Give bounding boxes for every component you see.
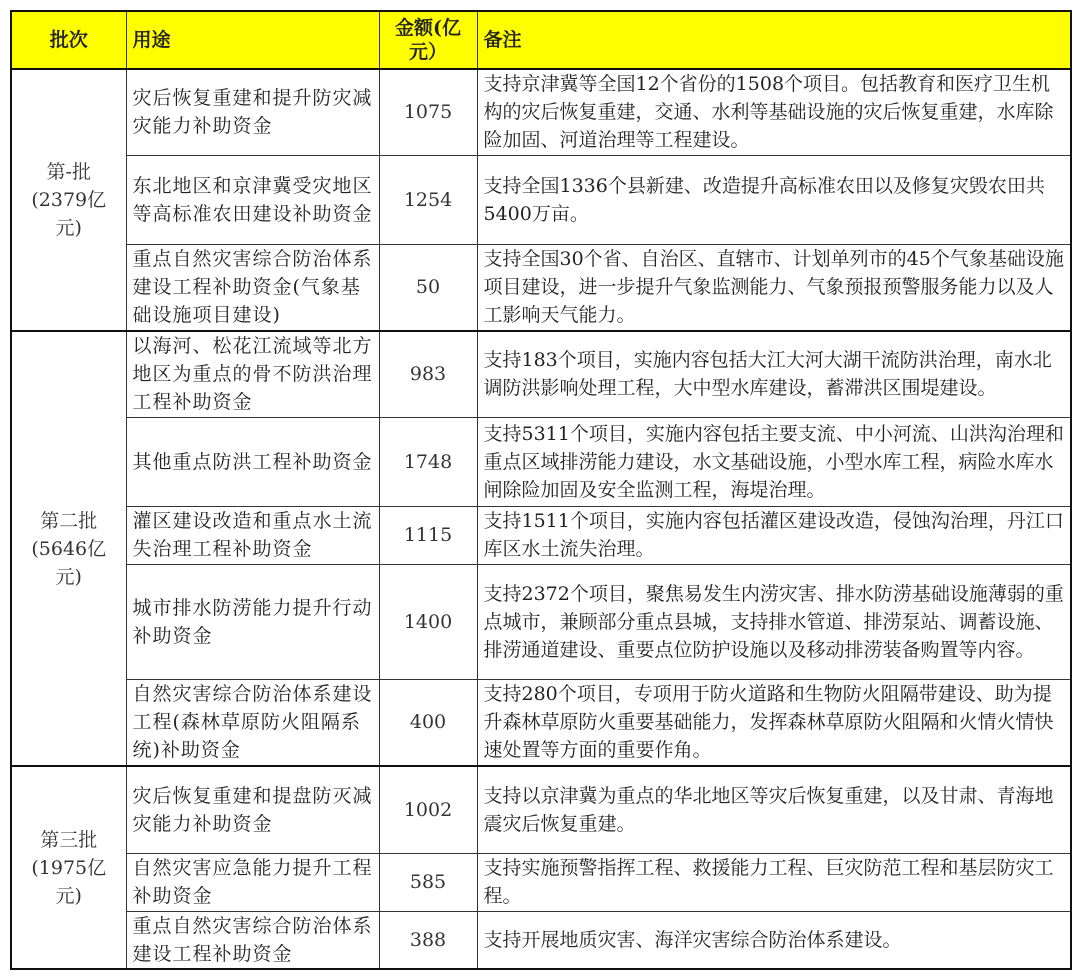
note-cell: 支持5311个项目，实施内容包括主要支流、中小河流、山洪沟治理和重点区域排涝能力建设，水文基础设施，小型水库工程，病险水库水闸除险加固及安全监测工程，海堤治理。 bbox=[477, 417, 1071, 506]
table-row bbox=[11, 69, 1071, 155]
table-row bbox=[11, 853, 1071, 911]
purpose-cell: 重点自然灾害综合防治体系建设工程补助资金(气象基础设施项目建设) bbox=[126, 244, 379, 331]
purpose-cell: 灾后恢复重建和提盘防灭减灾能力补助资金 bbox=[126, 766, 379, 853]
amount-cell: 1254 bbox=[379, 155, 477, 244]
note-cell: 支持2372个项目，聚焦易发生内涝灾害、排水防涝基础设施薄弱的重点城市，兼顾部分重点县城，支持排水管道、排涝泵站、调蓄设施、排涝通道建设、重要点位防护设施以及移动排涝装备购置等内容。 bbox=[477, 564, 1071, 679]
funding-table bbox=[10, 10, 1072, 970]
batch-cell-3 bbox=[11, 766, 126, 969]
batch-label: 第三批 bbox=[40, 828, 98, 851]
note-cell: 支持实施预警指挥工程、救援能力工程、巨灾防范工程和基层防灾工程。 bbox=[477, 853, 1071, 911]
purpose-cell: 自然灾害综合防治体系建设工程(森林草原防火阻隔系统)补助资金 bbox=[126, 679, 379, 766]
amount-cell: 1075 bbox=[379, 69, 477, 155]
note-cell: 支持全国1336个县新建、改造提升高标准农田以及修复灾毁农田共5400万亩。 bbox=[477, 155, 1071, 244]
table-row bbox=[11, 564, 1071, 679]
funding-table-container bbox=[10, 10, 1070, 970]
batch-total: (5646亿 bbox=[31, 537, 107, 560]
amount-cell: 388 bbox=[379, 911, 477, 969]
table-row bbox=[11, 679, 1071, 766]
note-cell: 支持183个项目，实施内容包括大江大河大湖干流防洪治理，南水北调防洪影响处理工程，大中型水库建设，蓄滞洪区围堤建设。 bbox=[477, 331, 1071, 417]
table-row bbox=[11, 506, 1071, 564]
table-row bbox=[11, 911, 1071, 969]
table-row bbox=[11, 766, 1071, 853]
note-cell: 支持开展地质灾害、海洋灾害综合防治体系建设。 bbox=[477, 911, 1071, 969]
batch-unit: 元) bbox=[55, 565, 82, 588]
batch-cell-2 bbox=[11, 331, 126, 766]
header-amount: 金额(亿元） bbox=[379, 11, 477, 69]
purpose-cell: 其他重点防洪工程补助资金 bbox=[126, 417, 379, 506]
amount-cell: 1400 bbox=[379, 564, 477, 679]
amount-cell: 585 bbox=[379, 853, 477, 911]
header-purpose: 用途 bbox=[126, 11, 379, 69]
amount-cell: 1748 bbox=[379, 417, 477, 506]
purpose-cell: 以海河、松花江流域等北方地区为重点的骨不防洪治理工程补助资金 bbox=[126, 331, 379, 417]
note-cell: 支持全国30个省、自治区、直辖市、计划单列市的45个气象基础设施项目建设，进一步提升气象监测能力、气象预报预警服务能力以及人工影响天气能力。 bbox=[477, 244, 1071, 331]
purpose-cell: 灌区建设改造和重点水土流失治理工程补助资金 bbox=[126, 506, 379, 564]
purpose-cell: 重点自然灾害综合防治体系建设工程补助资金 bbox=[126, 911, 379, 969]
note-cell: 支持以京津冀为重点的华北地区等灾后恢复重建，以及甘肃、青海地震灾后恢复重建。 bbox=[477, 766, 1071, 853]
purpose-cell: 东北地区和京津冀受灾地区等高标准农田建设补助资金 bbox=[126, 155, 379, 244]
table-row bbox=[11, 155, 1071, 244]
batch-label: 第二批 bbox=[40, 509, 98, 532]
purpose-cell: 城市排水防涝能力提升行动补助资金 bbox=[126, 564, 379, 679]
note-cell: 支持280个项目，专项用于防火道路和生物防火阻隔带建设、助为提升森林草原防火重要基础能力，发挥森林草原防火阻隔和火情火情快速处置等方面的重要作角。 bbox=[477, 679, 1071, 766]
amount-cell: 1002 bbox=[379, 766, 477, 853]
note-cell: 支持京津冀等全国12个省份的1508个项目。包括教育和医疗卫生机构的灾后恢复重建，交通、水利等基础设施的灾后恢复重建，水库除险加固、河道治理等工程建设。 bbox=[477, 69, 1071, 155]
batch-total: (2379亿 bbox=[31, 189, 107, 211]
table-row bbox=[11, 417, 1071, 506]
batch-label: 第-批 bbox=[46, 161, 91, 183]
amount-cell: 1115 bbox=[379, 506, 477, 564]
header-note: 备注 bbox=[477, 11, 1071, 69]
table-row bbox=[11, 331, 1071, 417]
table-row bbox=[11, 244, 1071, 331]
header-row bbox=[11, 11, 1071, 69]
batch-unit: 元) bbox=[55, 884, 82, 907]
batch-total: (1975亿 bbox=[31, 856, 107, 879]
purpose-cell: 自然灾害应急能力提升工程补助资金 bbox=[126, 853, 379, 911]
amount-cell: 983 bbox=[379, 331, 477, 417]
note-cell: 支持1511个项目，实施内容包括灌区建设改造，侵蚀沟治理，丹江口库区水土流失治理。 bbox=[477, 506, 1071, 564]
batch-cell-1 bbox=[11, 69, 126, 331]
batch-unit: 元) bbox=[55, 217, 82, 239]
amount-cell: 400 bbox=[379, 679, 477, 766]
amount-cell: 50 bbox=[379, 244, 477, 331]
purpose-cell: 灾后恢复重建和提升防灾减灾能力补助资金 bbox=[126, 69, 379, 155]
header-batch: 批次 bbox=[11, 11, 126, 69]
